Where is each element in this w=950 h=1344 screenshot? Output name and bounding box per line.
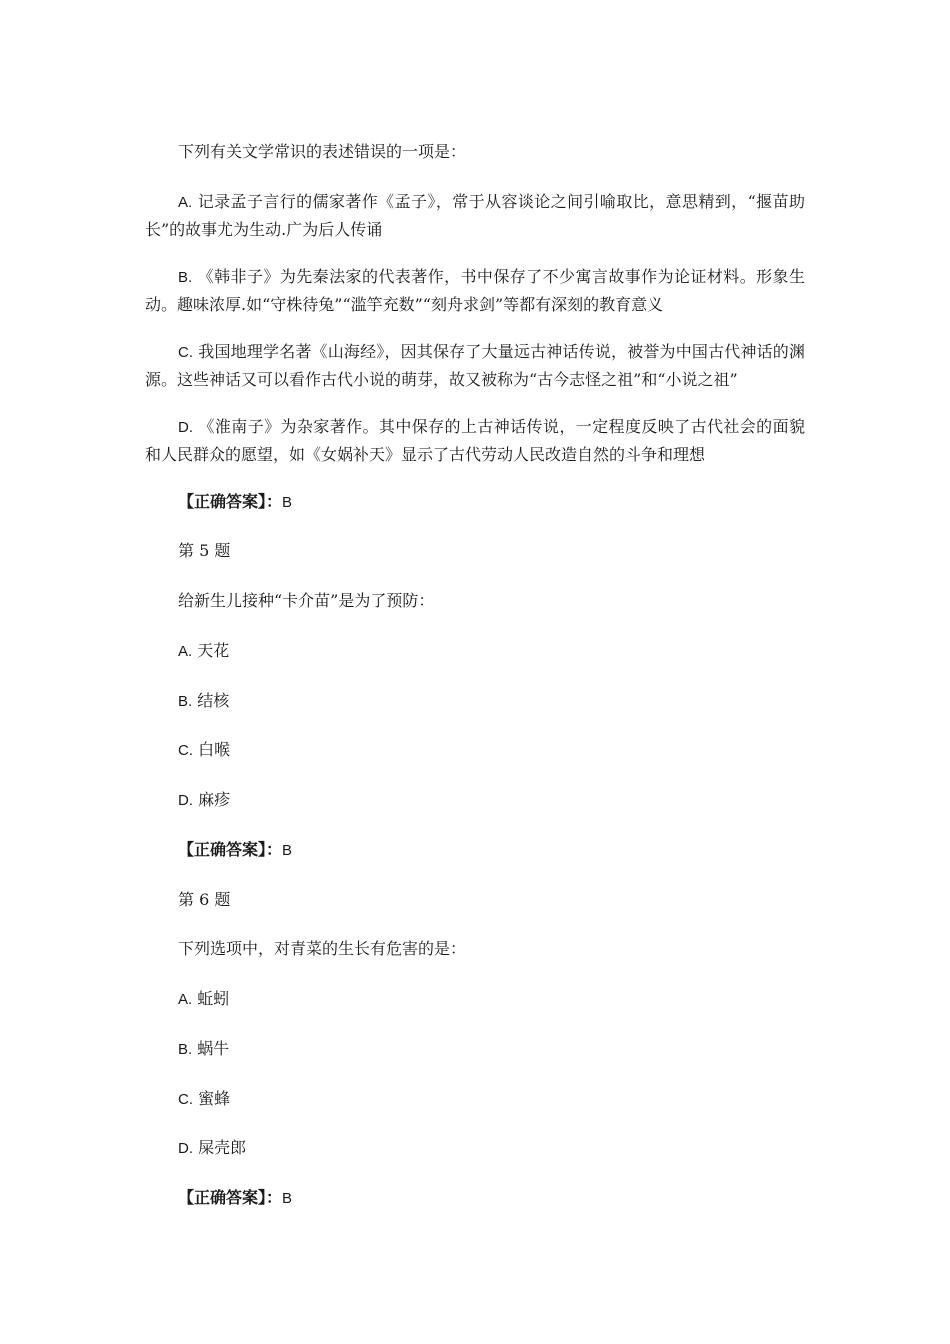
q6-option-d-letter: D.: [178, 1140, 193, 1157]
q5-option-a-letter: A.: [178, 643, 193, 660]
q4-stem: 下列有关文学常识的表述错误的一项是：: [178, 142, 467, 161]
q4-option-a-text: 记录孟子言行的儒家著作《孟子》，常于从容谈论之间引喻取比，意思精到，“揠苗助长”的故事尤为生动.广为后人传诵: [145, 192, 805, 239]
q4-option-a-letter: A.: [178, 194, 193, 211]
q4-option-b-text: 《韩非子》为先秦法家的代表著作，书中保存了不少寓言故事作为论证材料。形象生动。趣味浓厚.如“守株待兔”“滥竽充数”“刻舟求剑”等都有深刻的教育意义: [145, 267, 805, 314]
q5-answer-value: B: [282, 842, 293, 859]
q5-answer: [178, 838, 292, 863]
q6-option-b-letter: B.: [178, 1041, 193, 1058]
q6-title: 第 6 题: [178, 890, 231, 909]
q4-option-b-letter: B.: [178, 269, 193, 286]
q4-answer: [178, 490, 292, 515]
q4-option-c: [145, 338, 805, 393]
q5-answer-label: 【正确答案】：: [178, 840, 283, 859]
q6-stem: 下列选项中，对青菜的生长有危害的是：: [178, 939, 467, 958]
q6-option-d: [178, 1136, 246, 1161]
q5-option-b-text: 结核: [197, 691, 230, 710]
q5-stem: 给新生儿接种“卡介苗”是为了预防：: [178, 591, 435, 610]
q6-option-c: [178, 1087, 230, 1112]
q5-option-d: [178, 788, 230, 813]
q4-option-c-text: 我国地理学名著《山海经》，因其保存了大量远古神话传说，被誉为中国古代神话的渊源。这些神话又可以看作古代小说的萌芽，故又被称为“古今志怪之祖”和“小说之祖”: [145, 342, 805, 389]
q6-answer: [178, 1186, 292, 1211]
q4-option-b: [145, 263, 805, 318]
q5-option-c: [178, 738, 230, 763]
q6-answer-label: 【正确答案】：: [178, 1188, 283, 1207]
q5-option-b-letter: B.: [178, 693, 193, 710]
q4-option-d: [145, 413, 805, 468]
q5-option-d-text: 麻疹: [198, 790, 231, 809]
q6-option-b-text: 蜗牛: [197, 1039, 230, 1058]
q4-option-a: [145, 188, 805, 243]
q5-option-c-text: 白喉: [198, 740, 231, 759]
q6-option-b: [178, 1037, 229, 1062]
q6-option-c-letter: C.: [178, 1091, 193, 1108]
q6-answer-value: B: [282, 1190, 293, 1207]
q5-option-a: [178, 639, 229, 664]
q6-option-a-letter: A.: [178, 991, 193, 1008]
q4-answer-value: B: [282, 494, 293, 511]
q4-option-d-letter: D.: [178, 419, 193, 436]
q6-option-d-text: 屎壳郎: [198, 1138, 247, 1157]
q5-option-c-letter: C.: [178, 742, 193, 759]
q5-option-d-letter: D.: [178, 792, 193, 809]
q6-option-a-text: 蚯蚓: [197, 989, 230, 1008]
q4-option-c-letter: C.: [178, 344, 193, 361]
q6-option-c-text: 蜜蜂: [198, 1089, 231, 1108]
q4-answer-label: 【正确答案】：: [178, 492, 283, 511]
q6-option-a: [178, 987, 229, 1012]
q5-option-a-text: 天花: [197, 641, 230, 660]
q4-option-d-text: 《淮南子》为杂家著作。其中保存的上古神话传说，一定程度反映了古代社会的面貌和人民群众的愿望，如《女娲补天》显示了古代劳动人民改造自然的斗争和理想: [145, 417, 805, 464]
q5-title: 第 5 题: [178, 541, 231, 560]
q5-option-b: [178, 689, 229, 714]
